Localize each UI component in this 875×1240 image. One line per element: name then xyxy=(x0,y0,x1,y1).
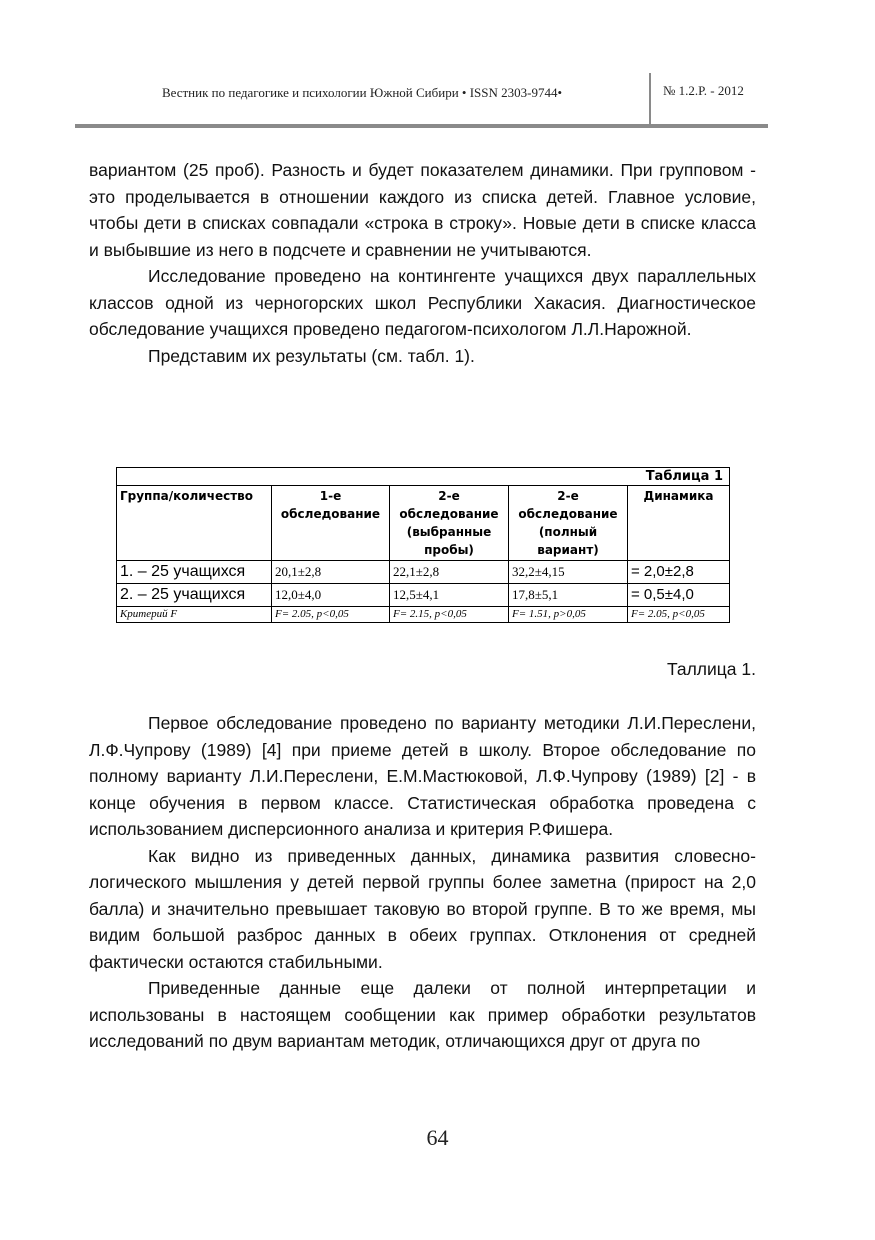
table-header-cell: Группа/количество xyxy=(117,486,272,561)
table-cell: 17,8±5,1 xyxy=(509,584,628,607)
paragraph: Исследование проведено на контингенте учащихся двух параллельных классов одной из черногорских школ Республики Хакасия. Диагностическое обследование учащихся проведено педагогом-психологом Л.Л.Нарожной. xyxy=(89,266,756,339)
running-header xyxy=(75,73,768,129)
table-cell: 2. – 25 учащихся xyxy=(117,584,272,607)
table-cell: = 2,0±2,8 xyxy=(628,561,730,584)
table-cell: 1. – 25 учащихся xyxy=(117,561,272,584)
table-row xyxy=(117,584,730,607)
header-rule xyxy=(75,124,768,128)
table-row xyxy=(117,561,730,584)
table-cell: = 0,5±4,0 xyxy=(628,584,730,607)
table-header-cell: 1-е обследование xyxy=(272,486,390,561)
table-cell: F= 2.15, p<0,05 xyxy=(390,607,509,623)
table-cell: F= 2.05, p<0,05 xyxy=(628,607,730,623)
table-cell: Критерий F xyxy=(117,607,272,623)
issue-number: № 1.2.Р. - 2012 xyxy=(663,83,744,98)
table-cell: 20,1±2,8 xyxy=(272,561,390,584)
body-text-top xyxy=(89,157,756,369)
paragraph: Представим их результаты (см. табл. 1). xyxy=(148,345,475,366)
table-cell: F= 1.51, p>0,05 xyxy=(509,607,628,623)
table-header-cell: 2-е обследование (выбранные пробы) xyxy=(390,486,509,561)
journal-title: Вестник по педагогике и психологии Южной Сибири • ISSN 2303-9744• xyxy=(161,85,563,100)
body-text-bottom xyxy=(89,710,756,1055)
table-label: Таллица 1. xyxy=(666,659,756,679)
results-table xyxy=(116,467,729,623)
table-cell: 22,1±2,8 xyxy=(390,561,509,584)
table-header-row xyxy=(117,486,730,561)
paragraph: Первое обследование проведено по варианту методики Л.И.Переслени, Л.Ф.Чупрову (1989) [4] при приеме детей в школу. Второе обследование по полному варианту Л.И.Переслени, Е.М.Мастюковой, Л.Ф.Чупрову (1989) [2] - в конце обучения в первом классе. Статистическая обработка проведена с использованием дисперсионного анализа и критерия Р.Фишера. xyxy=(89,713,756,839)
table-criteria-row xyxy=(117,607,730,623)
paragraph: вариантом (25 проб). Разность и будет показателем динамики. При групповом - это проделывается в отношении каждого из списка детей. Главное условие, чтобы дети в списках совпадали «строка в строку». Новые дети в списке класса и выбывшие из него в подсчете и сравнении не учитываются. xyxy=(89,160,756,260)
table-caption: Таблица 1 xyxy=(117,468,730,486)
page-number: 64 xyxy=(426,1125,449,1150)
paragraph: Приведенные данные еще далеки от полной интерпретации и использованы в настоящем сообщении как пример обработки результатов исследований по двум вариантам методик, отличающихся друг от друга по xyxy=(89,978,756,1051)
table-cell: 12,5±4,1 xyxy=(390,584,509,607)
paragraph: Как видно из приведенных данных, динамика развития словесно-логического мышления у детей первой группы более заметна (прирост на 2,0 балла) и значительно превышает таковую во второй группе. В то же время, мы видим большой разброс данных в обеих группах. Отклонения от средней фактически остаются стабильными. xyxy=(89,845,756,972)
table-header-cell: 2-е обследование (полный вариант) xyxy=(509,486,628,561)
table-cell: 12,0±4,0 xyxy=(272,584,390,607)
table-header-cell: Динамика xyxy=(628,486,730,561)
table-cell: 32,2±4,15 xyxy=(509,561,628,584)
header-divider-vertical xyxy=(649,73,651,125)
table-cell: F= 2.05, p<0,05 xyxy=(272,607,390,623)
